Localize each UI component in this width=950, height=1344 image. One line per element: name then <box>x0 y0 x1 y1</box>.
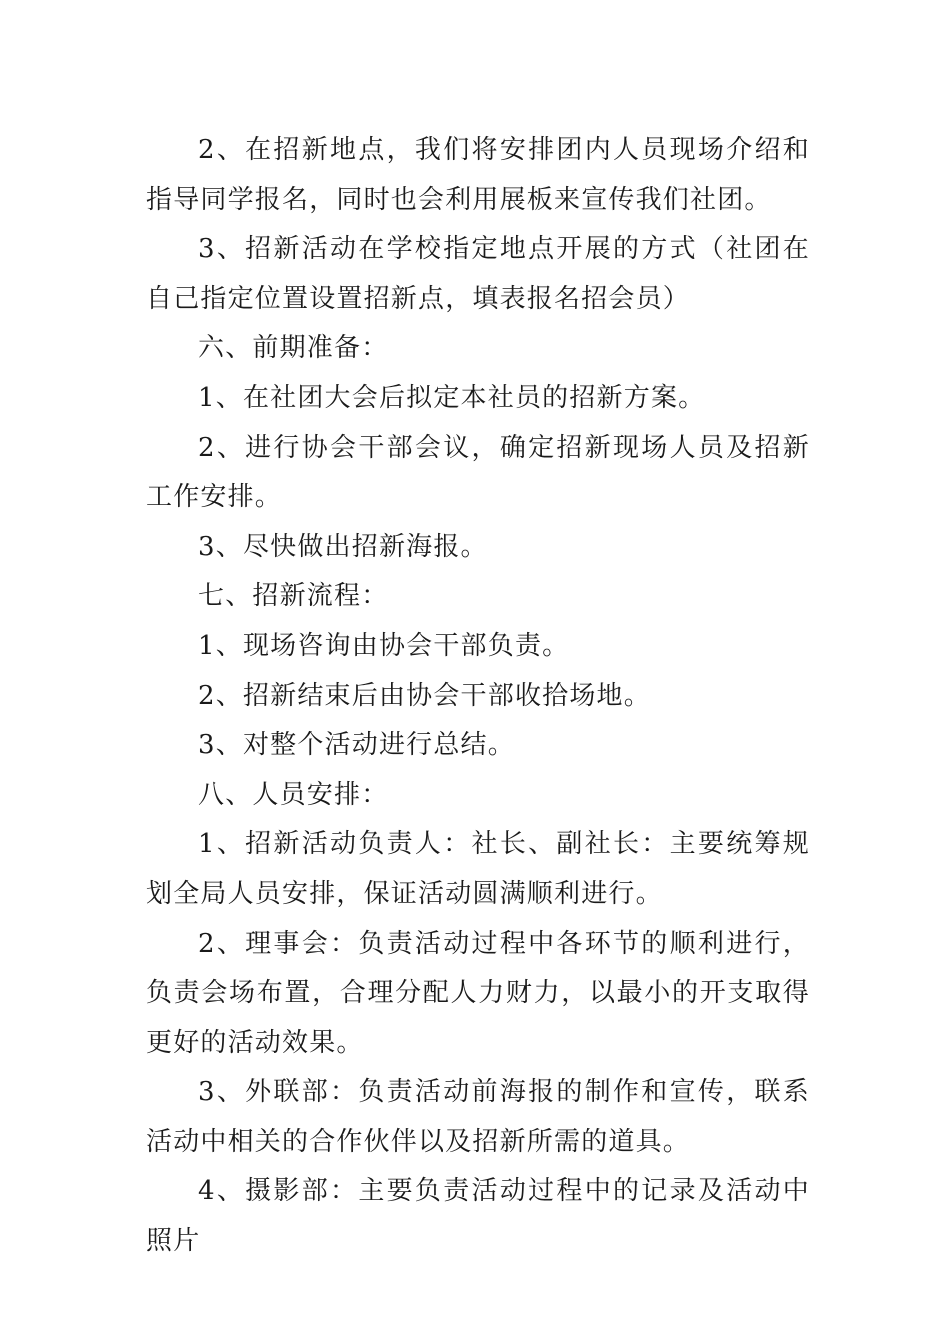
paragraph-staff-leaders: 1、招新活动负责人：社长、副社长：主要统筹规划全局人员安排，保证活动圆满顺利进行。 <box>146 829 810 909</box>
paragraph-process-summary: 3、对整个活动进行总结。 <box>198 730 515 761</box>
section-heading-process: 七、招新流程： <box>198 581 389 612</box>
paragraph-staff-liaison: 3、外联部：负责活动前海报的制作和宣传，联系活动中相关的合作伙伴以及招新所需的道具。 <box>146 1077 810 1157</box>
paragraph-prep-meeting: 2、进行协会干部会议，确定招新现场人员及招新工作安排。 <box>146 432 810 513</box>
section-heading-staffing: 八、人员安排： <box>198 779 389 810</box>
paragraph-staff-photography: 4、摄影部：主要负责活动过程中的记录及活动中照片 <box>146 1176 810 1257</box>
paragraph-staff-council: 2、理事会：负责活动过程中各环节的顺利进行，负责会场布置，合理分配人力财力，以最小的开支取得更好的活动效果。 <box>146 928 810 1058</box>
section-heading-preparation: 六、前期准备： <box>198 333 389 364</box>
paragraph-process-cleanup: 2、招新结束后由协会干部收拾场地。 <box>198 680 651 711</box>
paragraph-prep-poster: 3、尽快做出招新海报。 <box>198 531 488 562</box>
paragraph-recruitment-method: 3、招新活动在学校指定地点开展的方式（社团在自己指定位置设置招新点，填表报名招会员） <box>146 234 810 314</box>
document-body <box>146 126 810 1267</box>
paragraph-process-consult: 1、现场咨询由协会干部负责。 <box>198 630 570 661</box>
paragraph-prep-plan: 1、在社团大会后拟定本社员的招新方案。 <box>198 382 706 413</box>
paragraph-registration-guidance: 2、在招新地点，我们将安排团内人员现场介绍和指导同学报名，同时也会利用展板来宣传我们社团。 <box>146 135 810 215</box>
